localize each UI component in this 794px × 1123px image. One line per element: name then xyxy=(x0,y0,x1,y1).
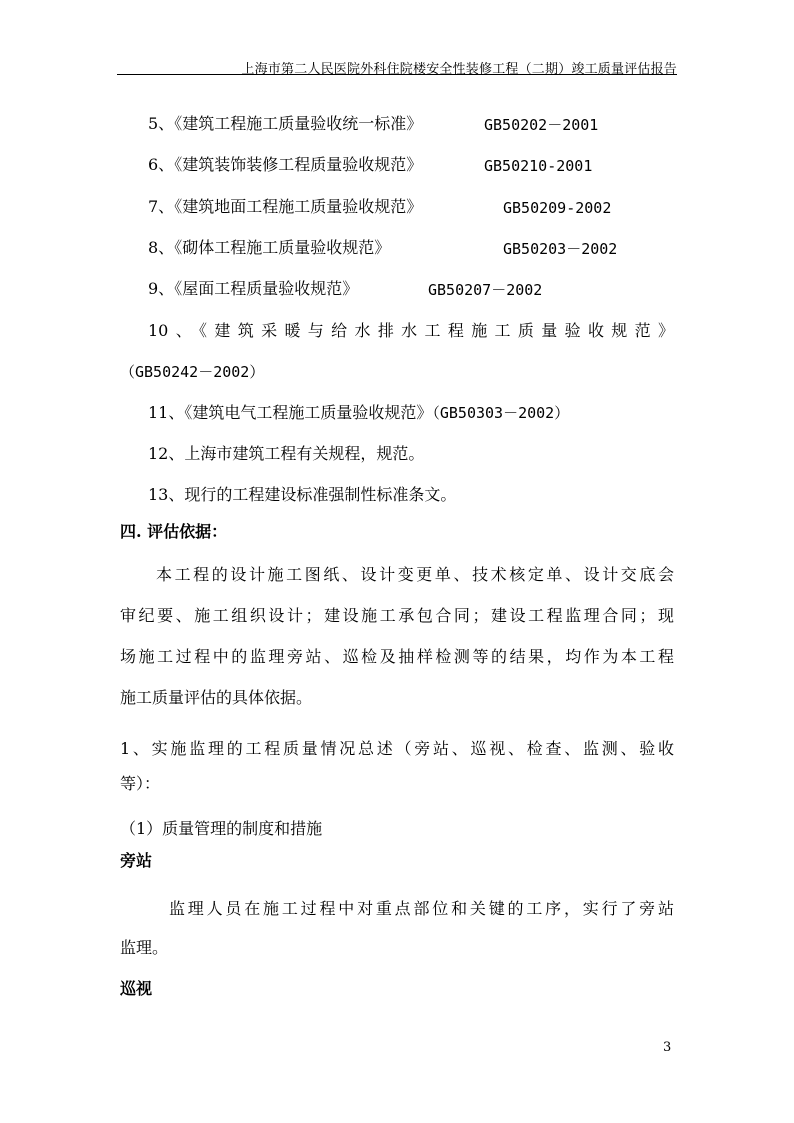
standard-name: 《建筑地面工程施工质量验收规范》 xyxy=(174,197,423,216)
pangzhan-heading: 旁站 xyxy=(120,851,153,870)
standard-item-11 xyxy=(148,402,569,424)
item-number: 8、 xyxy=(148,238,175,257)
item-13: 13、现行的工程建设标准强制性标准条文。 xyxy=(148,485,457,504)
running-header: 上海市第二人民医院外科住院楼安全性装修工程（二期）竣工质量评估报告 xyxy=(241,62,677,77)
standard-item-5 xyxy=(148,113,422,135)
xunshi-heading: 巡视 xyxy=(120,979,153,998)
standard-name: 《建筑装饰装修工程质量验收规范》 xyxy=(174,155,423,174)
header-divider xyxy=(117,74,677,75)
standard-code-11: （GB50303－2002） xyxy=(432,404,570,422)
paragraph-line: 审纪要、施工组织设计；建设施工承包合同；建设工程监理合同；现 xyxy=(120,606,674,625)
standard-name: 《屋面工程质量验收规范》 xyxy=(174,279,359,298)
standard-item-8 xyxy=(148,237,390,259)
item-number: 5、 xyxy=(148,114,175,133)
point-1-line: 等）： xyxy=(120,774,161,793)
standard-item-6 xyxy=(148,154,422,176)
standard-item-9 xyxy=(148,278,358,300)
pangzhan-line: 监理。 xyxy=(120,938,169,957)
paragraph-line: 场施工过程中的监理旁站、巡检及抽样检测等的结果，均作为本工程 xyxy=(120,647,674,666)
standard-name: 《建筑工程施工质量验收统一标准》 xyxy=(174,114,423,133)
standard-item-10: 10、《建筑采暖与给水排水工程施工质量验收规范》 xyxy=(148,321,674,340)
item-12: 12、上海市建筑工程有关规程，规范。 xyxy=(148,444,425,463)
standard-item-7 xyxy=(148,196,422,218)
subpoint-heading: （1）质量管理的制度和措施 xyxy=(120,819,323,838)
paragraph-line: 本工程的设计施工图纸、设计变更单、技术核定单、设计交底会 xyxy=(156,565,674,584)
standard-code-8: GB50203－2002 xyxy=(503,240,618,258)
item-number: 7、 xyxy=(148,197,175,216)
standard-code-9: GB50207－2002 xyxy=(428,281,543,299)
point-1-line: 1、实施监理的工程质量情况总述（旁站、巡视、检查、监测、验收 xyxy=(120,739,674,758)
standard-code-5: GB50202－2001 xyxy=(484,116,599,134)
standard-code-6: GB50210-2001 xyxy=(484,157,593,175)
standard-name: 11、《建筑电气工程施工质量验收规范》 xyxy=(148,403,433,422)
page-number: 3 xyxy=(663,1040,672,1055)
standard-code-7: GB50209-2002 xyxy=(503,199,612,217)
item-number: 6、 xyxy=(148,155,175,174)
pangzhan-line: 监理人员在施工过程中对重点部位和关键的工序，实行了旁站 xyxy=(169,899,674,918)
item-number: 9、 xyxy=(148,279,175,298)
paragraph-line: 施工质量评估的具体依据。 xyxy=(120,688,313,707)
standard-code-10: （GB50242－2002） xyxy=(120,363,265,381)
section-heading: 四. 评估依据： xyxy=(120,522,228,541)
standard-name: 《砌体工程施工质量验收规范》 xyxy=(174,238,391,257)
